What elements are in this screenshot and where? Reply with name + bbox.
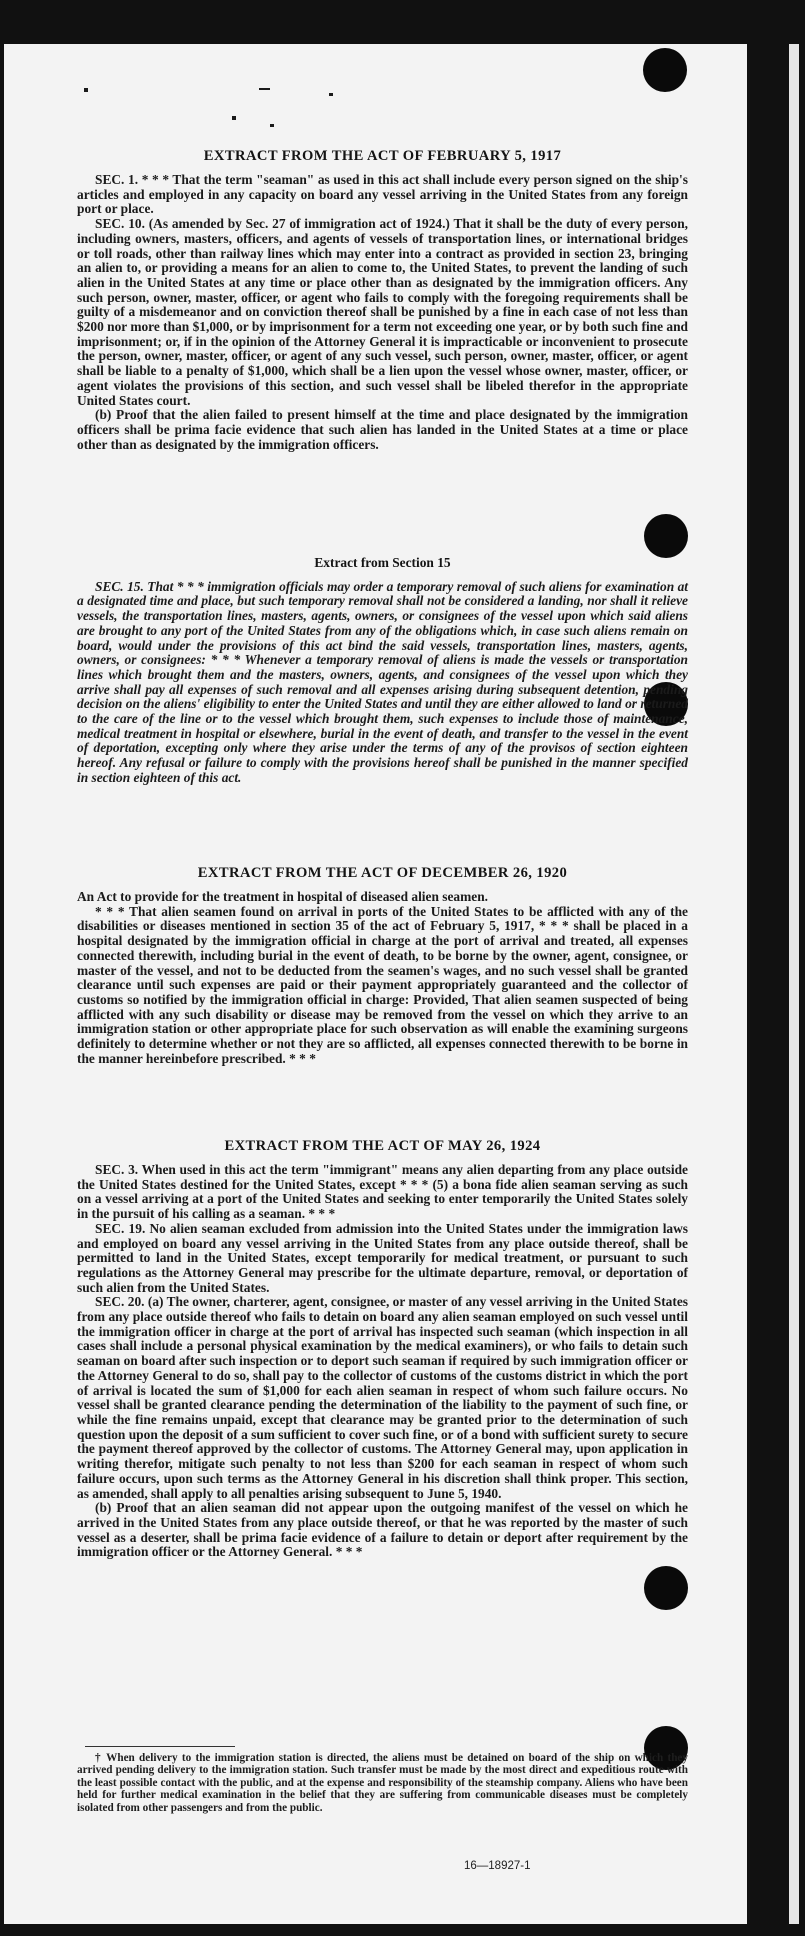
sec-3-paragraph: SEC. 3. When used in this act the term "immigrant" means any alien departing from any place outside the United States destined for the United States, except * * * (5) a bona fide alien seaman serving as such on a vessel arriving at a port of the United States and seeking to enter temporarily the United States solely in the pursuit of his calling as a seaman. * * * (77, 1162, 688, 1222)
section-heading: Extract from Section 15 (314, 555, 451, 570)
adjacent-page-edge (789, 44, 799, 1924)
sec-1-paragraph: SEC. 1. * * * That the term "seaman" as used in this act shall include every person signed on the ship's articles and employed in any capacity on board any vessel arriving in the United States from any foreign port or place. (77, 172, 688, 217)
scan-speck (270, 124, 274, 127)
punch-hole (644, 514, 688, 558)
section-heading: EXTRACT FROM THE ACT OF MAY 26, 1924 (224, 1138, 541, 1154)
sec-10-paragraph: SEC. 10. (As amended by Sec. 27 of immigration act of 1924.) That it shall be the duty of every person, including owners, masters, officers, and agents of vessels of transportation lines, or international bridges or toll roads, other than railway lines which may enter into a contract as provided in section 23, bringing an alien to, or providing a means for an alien to come to, the United States, to prevent the landing of such alien in the United States at any time or place other than as designated by the immigration officers. Any such person, owner, master, officer, or agent who fails to comply with the foregoing requirements shall be guilty of a misdemeanor and on conviction thereof shall be punished by a fine in each case of not less than $200 nor more than $1,000, or by imprisonment for a term not exceeding one year, or by both such fine and imprisonment; or, if in the opinion of the Attorney General it is impracticable or inconvenient to prosecute the person, owner, master, officer, or agent of any such vessel, such person, owner, master, officer, or agent shall be liable to a penalty of $1,000, which shall be a lien upon the vessel whose owner, master, officer, or agent violates the provisions of this section, and such vessel shall be libeled therefor in the appropriate United States court. (77, 216, 688, 408)
sec-10b-paragraph: (b) Proof that the alien failed to present himself at the time and place designated by the immigration officers shall be prima facie evidence that such alien has landed in the United States at a time or place other than as designated by the immigration officers. (77, 407, 688, 452)
scan-speck (84, 88, 88, 92)
hospital-paragraph: * * * That alien seamen found on arrival in ports of the United States to be afflicted with any of the disabilities or diseases mentioned in section 35 of the act of February 5, 1917, * * * shall be placed in a hospital designated by the immigration official in charge at the port of arrival and treated, all expenses connected therewith, including burial in the event of death, to be borne by the owner, agent, consignee, or master of the vessel, and not to be deducted from the seamen's wages, and no such vessel shall be granted clearance until such expenses are paid or their payment appropriately guaranteed and the collector of customs so notified by the immigration official in charge: Provided, That alien seamen suspected of being afflicted with any such disability or disease may be removed from the vessel on which they arrive to an immigration station or other appropriate place for such observation as will enable the examining surgeons definitely to determine whether or not they are so afflicted, all expenses connected therewith to be borne in the manner hereinbefore prescribed. * * * (77, 903, 688, 1066)
act-title-paragraph: An Act to provide for the treatment in hospital of diseased alien seamen. (77, 889, 489, 905)
form-number: 16—18927-1 (464, 1860, 531, 1872)
section-heading: EXTRACT FROM THE ACT OF FEBRUARY 5, 1917 (203, 148, 562, 164)
section-heading: EXTRACT FROM THE ACT OF DECEMBER 26, 1920 (197, 865, 568, 881)
section-15-extract (77, 556, 688, 786)
punch-hole (643, 48, 687, 92)
scan-speck (329, 93, 333, 96)
footnote-block (77, 1746, 688, 1814)
sec-20b-paragraph: (b) Proof that an alien seaman did not appear upon the outgoing manifest of the vessel on which he arrived in the United States from any place outside thereof, or that he was reported by the master of such vessel as a deserter, shall be prima facie evidence of a failure to detain or deport after requirement by the immigration officer or the Attorney General. * * * (77, 1500, 688, 1560)
section-feb-1917 (77, 148, 688, 452)
section-may-1924 (77, 1138, 688, 1560)
section-dec-1920 (77, 865, 688, 1066)
document-page (4, 44, 747, 1924)
scan-speck (259, 88, 270, 90)
punch-hole (644, 1566, 688, 1610)
sec-20a-paragraph: SEC. 20. (a) The owner, charterer, agent, consignee, or master of any vessel arriving in the United States from any place outside thereof who fails to detain on board any alien seaman employed on such vessel until the immigration officer in charge at the port of arrival has inspected such seaman (which inspection in all cases shall include a personal physical examination by the medical examiners), or who fails to detain such seaman on board after such inspection or to deport such seaman if required by such immigration officer or the Attorney General to do so, shall pay to the collector of customs of the customs district in which the port of arrival is located the sum of $1,000 for each alien seaman in respect of whom such failure occurs. No vessel shall be granted clearance pending the determination of the liability to the payment of such fine, or while the fine remains unpaid, except that clearance may be granted prior to the determination of such question upon the deposit of a sum sufficient to cover such fine, or of a bond with sufficient surety to secure the payment thereof approved by the collector of customs. The Attorney General may, upon application in writing therefor, mitigate such penalty to not less than $200 for each seaman in respect of whom such failure occurs, upon such terms as the Attorney General in his discretion shall think proper. This section, as amended, shall apply to all penalties arising subsequent to June 5, 1940. (77, 1294, 688, 1501)
scan-speck (232, 116, 236, 120)
footnote: † When delivery to the immigration station is directed, the aliens must be detained on board of the ship on which they arrived pending delivery to the immigration station. Such transfer must be made by the most direct and expeditious route with the least possible contact with the public, and at the expense and responsibility of the steamship company. Aliens who have been held for further medical examination in the belief that they are suffering from communicable diseases must be completely isolated from other passengers and from the public. (77, 1752, 688, 1814)
sec-19-paragraph: SEC. 19. No alien seaman excluded from admission into the United States under the immigration laws and employed on board any vessel arriving in the United States from any place outside thereof, shall be permitted to land in the United States, except temporarily for medical treatment, or pursuant to such regulations as the Attorney General may prescribe for the ultimate departure, removal, or deportation of such alien from the United States. (77, 1220, 688, 1295)
sec-15-paragraph: SEC. 15. That * * * immigration officials may order a temporary removal of such aliens for examination at a designated time and place, but such temporary removal shall not be considered a landing, nor shall it relieve vessels, the transportation lines, masters, agents, owners, or consignees of the vessel upon which said aliens are brought to any port of the United States from any of the obligations which, in case such aliens remain on board, would under the provisions of this act bind the said vessels, transportation lines, masters, agents, owners, or consignees: * * * Whenever a temporary removal of aliens is made the vessels or transportation lines which brought them and the masters, owners, agents, and consignees of the vessel upon which they arrive shall pay all expenses of such removal and all expenses arising during subsequent detention, pending decision on the aliens' eligibility to enter the United States and until they are either allowed to land or returned to the care of the line or to the vessel which brought them, such expenses to include those of maintenance, medical treatment in hospital or elsewhere, burial in the event of death, and transfer to the vessel in the event of deportation, excepting only where they arise under the terms of any of the provisos of section eighteen hereof. Any refusal or failure to comply with the provisions hereof shall be punished in the manner specified in section eighteen of this act. (77, 578, 688, 785)
